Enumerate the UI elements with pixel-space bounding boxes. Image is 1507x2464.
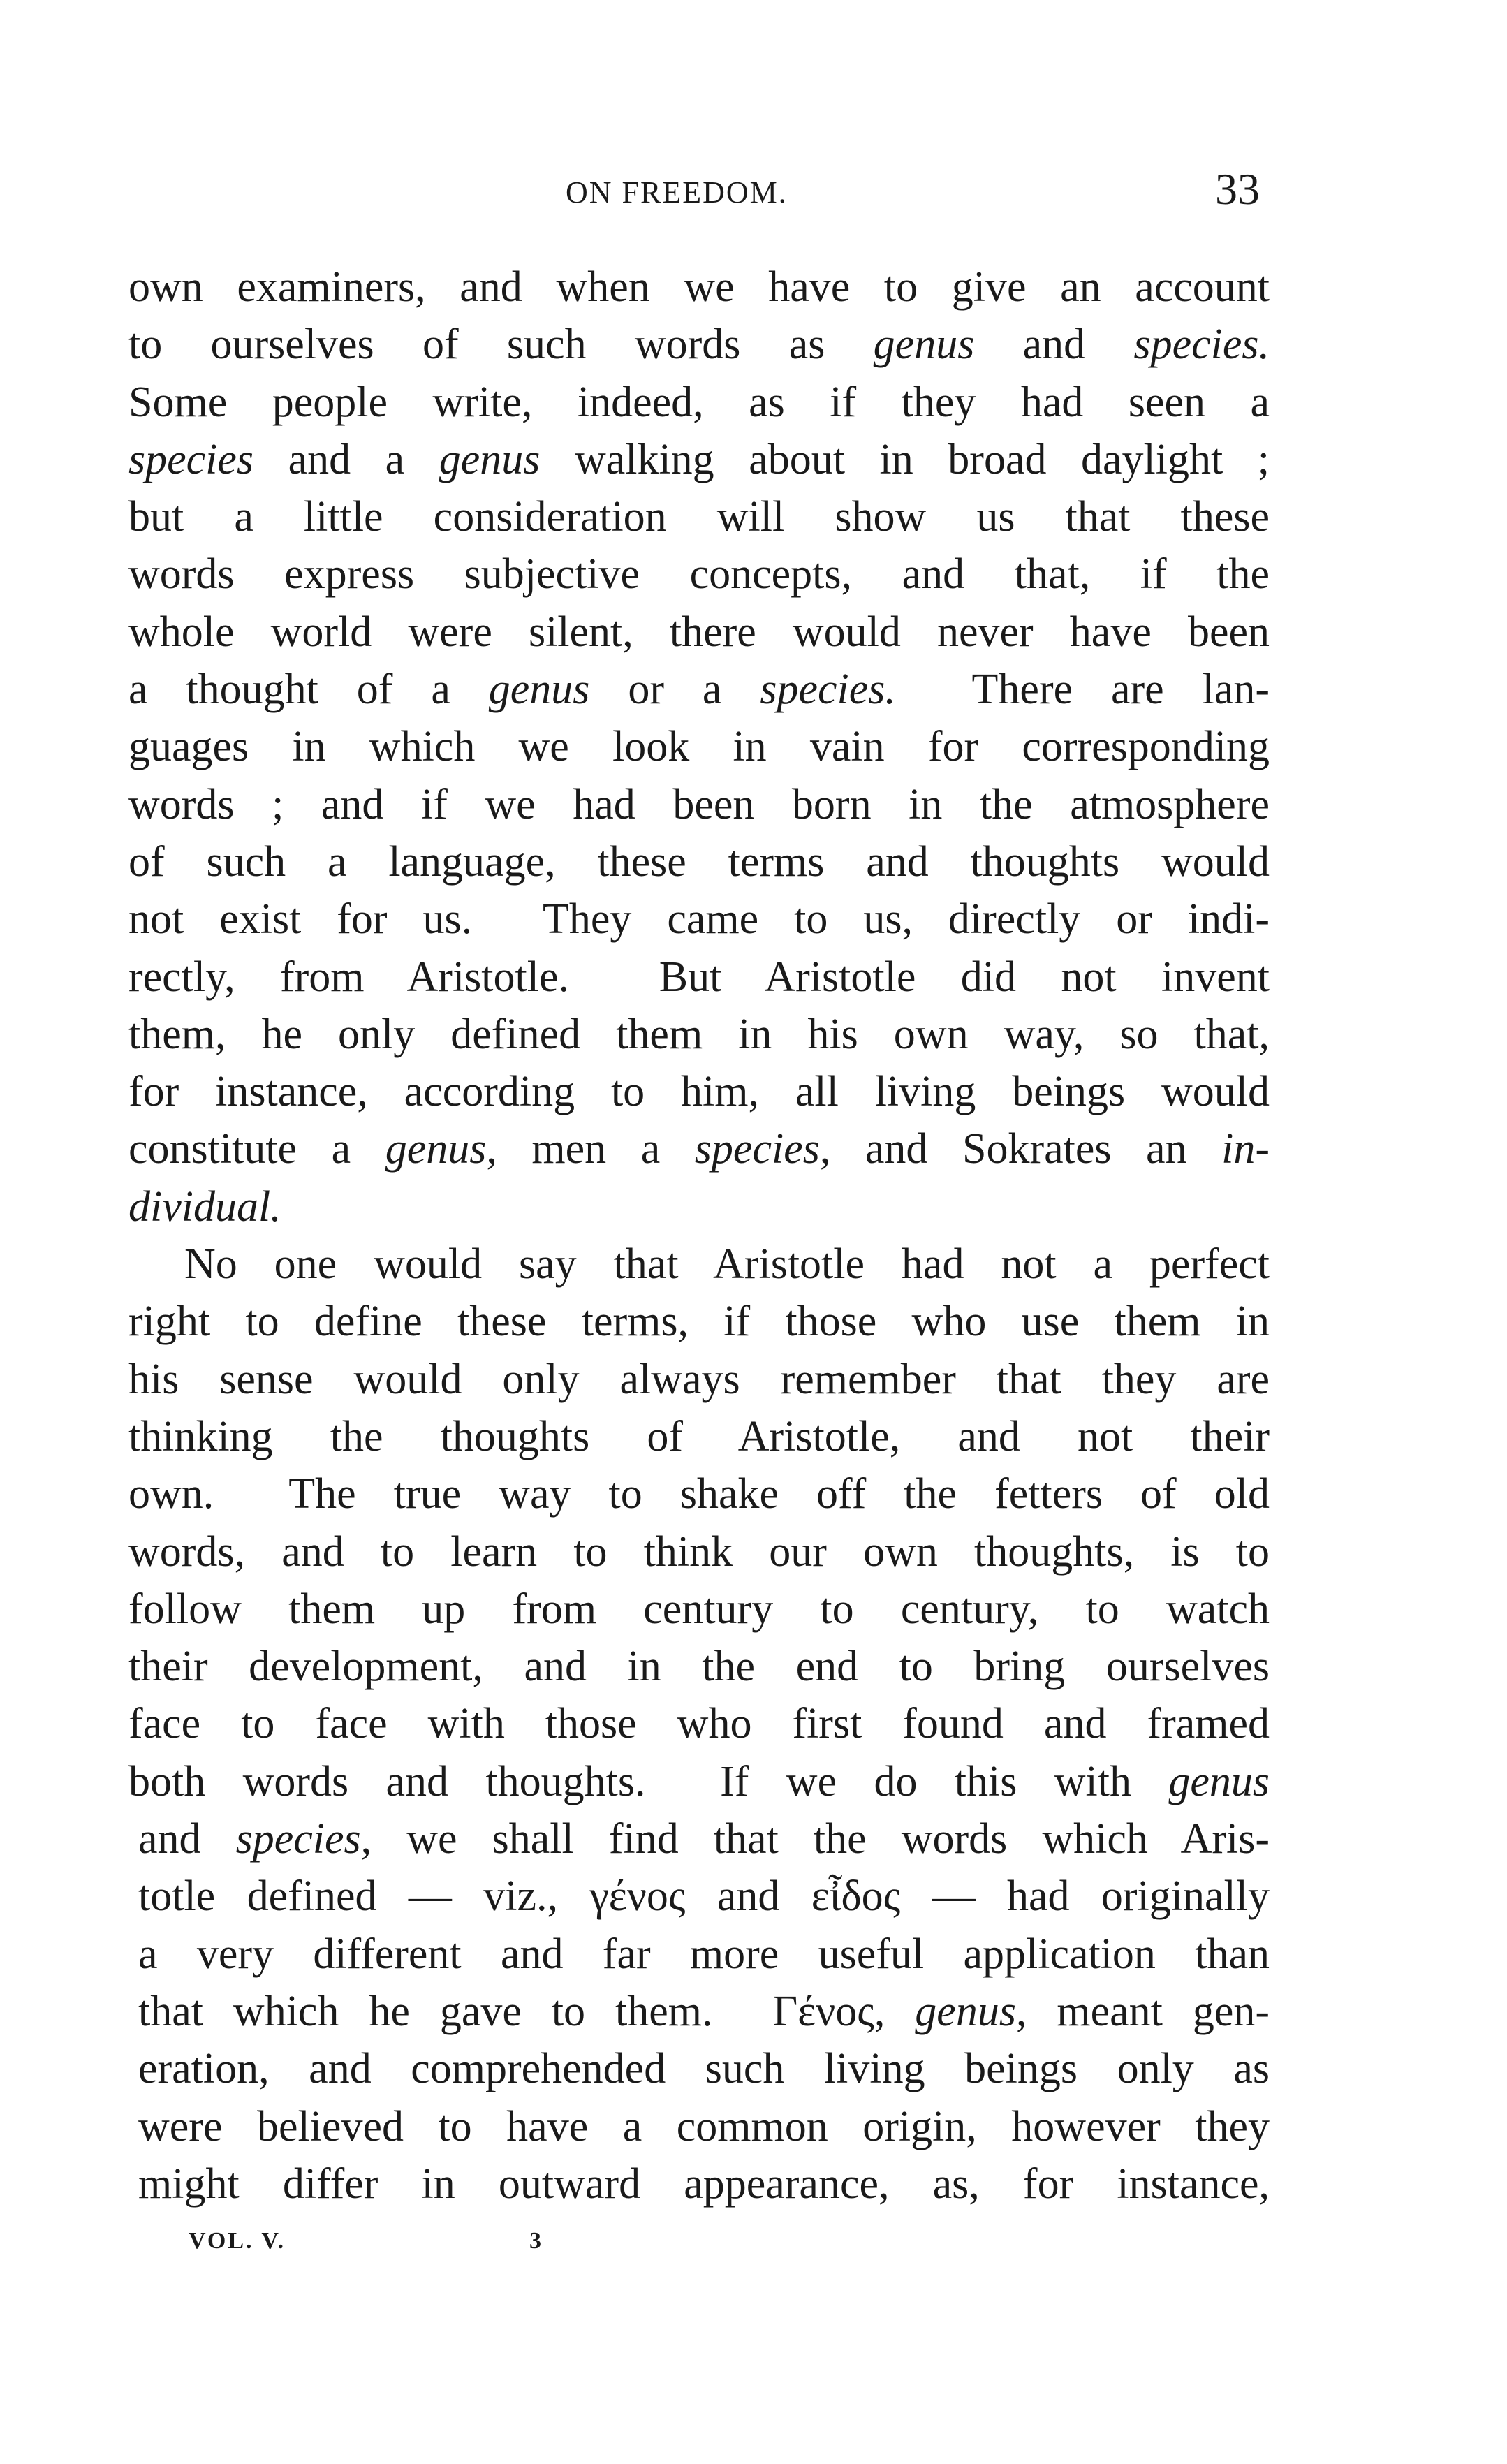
text-run: , meant gen-	[1015, 1987, 1270, 2035]
text-run: them, he only defined them in his own way, so that,	[128, 1010, 1270, 1058]
text-run: right to define these terms, if those who use them in	[128, 1298, 1270, 1346]
italic-word: in-	[1221, 1125, 1270, 1173]
italic-word: species.	[1133, 321, 1270, 369]
text-line	[128, 1293, 1270, 1350]
italic-word: genus	[439, 435, 541, 483]
text-line	[128, 545, 1270, 603]
text-run: follow them up from century to century, to watch	[128, 1585, 1270, 1633]
page-footer	[0, 2228, 1507, 2270]
italic-word: genus	[915, 1987, 1016, 2035]
running-head-title: ON FREEDOM.	[566, 175, 788, 210]
text-run: Γένος,	[772, 1987, 916, 2035]
text-run: and a	[253, 435, 439, 483]
italic-word: genus	[873, 321, 975, 369]
page-number: 33	[1215, 164, 1260, 214]
text-line	[128, 1006, 1270, 1063]
text-line	[128, 488, 1270, 545]
text-run: εἶδος	[811, 1872, 901, 1921]
text-line	[128, 603, 1270, 661]
text-line	[128, 1120, 1270, 1178]
text-run: their development, and in the end to bring ourselves	[128, 1643, 1270, 1691]
italic-word: dividual.	[128, 1182, 281, 1231]
text-line	[128, 316, 1270, 373]
text-line	[128, 2040, 1270, 2097]
text-line	[128, 948, 1270, 1006]
text-run: γένος	[589, 1872, 686, 1921]
text-run: or a	[589, 666, 760, 714]
text-run: eration, and comprehended such living beings only as	[138, 2045, 1270, 2093]
text-run: were believed to have a common origin, however they	[138, 2102, 1270, 2150]
italic-word: species	[235, 1815, 361, 1863]
text-run: Some people write, indeed, as if they had seen a	[128, 378, 1270, 426]
text-run: constitute a	[128, 1125, 385, 1173]
text-run: of such a language, these terms and thoughts would	[128, 837, 1270, 886]
text-line	[128, 1581, 1270, 1638]
text-line	[128, 1753, 1270, 1810]
text-line	[128, 1695, 1270, 1752]
italic-word: species	[694, 1125, 820, 1173]
text-line	[128, 1638, 1270, 1695]
text-line	[128, 661, 1270, 718]
text-run: whole world were silent, there would never have been	[128, 608, 1270, 656]
text-run: a thought of a	[128, 666, 489, 714]
italic-word: genus	[488, 666, 590, 714]
running-head	[0, 164, 1507, 223]
text-run: No one would say that Aristotle had not a perfect	[184, 1240, 1270, 1289]
text-run: might differ in outward appearance, as, for instance,	[138, 2159, 1270, 2208]
text-line	[128, 776, 1270, 833]
text-run: words, and to learn to think our own thoughts, is to	[128, 1527, 1270, 1576]
italic-word: species	[128, 435, 254, 483]
text-run: to ourselves of such words as	[128, 321, 874, 369]
text-run: , men a	[486, 1125, 695, 1173]
italic-word: genus	[1168, 1757, 1270, 1805]
text-run: words express subjective concepts, and that, if the	[128, 550, 1270, 599]
text-line	[128, 1178, 1270, 1235]
text-line	[128, 431, 1270, 488]
text-line	[128, 2098, 1270, 2155]
text-run: thinking the thoughts of Aristotle, and not their	[128, 1412, 1270, 1460]
text-line	[128, 1523, 1270, 1581]
body-text	[128, 258, 1270, 2213]
text-run: own examiners, and when we have to give an account	[128, 263, 1270, 311]
text-line	[128, 258, 1270, 316]
text-run: , we shall find that the words which Aris-	[360, 1815, 1270, 1863]
text-run: walking about in broad daylight ;	[540, 435, 1270, 483]
text-run: his sense would only always remember that they are	[128, 1355, 1270, 1403]
italic-word: genus	[385, 1125, 487, 1173]
text-run: totle defined — viz.,	[138, 1872, 590, 1921]
text-line	[128, 2155, 1270, 2213]
signature-mark: 3	[529, 2228, 543, 2254]
text-line	[128, 374, 1270, 431]
text-line	[128, 1983, 1270, 2040]
text-line	[128, 1465, 1270, 1523]
text-line	[128, 1868, 1270, 1925]
text-line	[128, 1063, 1270, 1120]
text-run: , and Sokrates an	[819, 1125, 1222, 1173]
text-run: but a little consideration will show us that these	[128, 493, 1270, 541]
text-line	[128, 1810, 1270, 1868]
text-run: own. The true way to shake off the fetters of old	[128, 1470, 1270, 1518]
text-line	[128, 718, 1270, 775]
text-run: face to face with those who first found and framed	[128, 1700, 1270, 1748]
text-run: There are lan-	[895, 666, 1270, 714]
text-run: not exist for us. They came to us, directly or indi-	[128, 895, 1270, 944]
text-run: for instance, according to him, all living beings would	[128, 1068, 1270, 1116]
text-line	[128, 1351, 1270, 1408]
text-run: and	[138, 1815, 236, 1863]
text-run: — had originally	[900, 1872, 1270, 1921]
text-line	[128, 1235, 1270, 1293]
text-run: rectly, from Aristotle. But Aristotle did not invent	[128, 953, 1270, 1001]
text-line	[128, 833, 1270, 890]
text-run: that which he gave to them.	[138, 1987, 773, 2035]
text-run: guages in which we look in vain for corresponding	[128, 723, 1270, 771]
text-run: and	[974, 321, 1134, 369]
text-run: words ; and if we had been born in the atmosphere	[128, 780, 1270, 828]
text-run: both words and thoughts. If we do this with	[128, 1757, 1169, 1805]
volume-label: VOL. V.	[189, 2228, 286, 2254]
text-line	[128, 1926, 1270, 1983]
text-line	[128, 1408, 1270, 1465]
italic-word: species.	[760, 666, 896, 714]
text-run: and	[685, 1872, 811, 1921]
text-line	[128, 890, 1270, 948]
text-run: a very different and far more useful application than	[138, 1930, 1270, 1978]
